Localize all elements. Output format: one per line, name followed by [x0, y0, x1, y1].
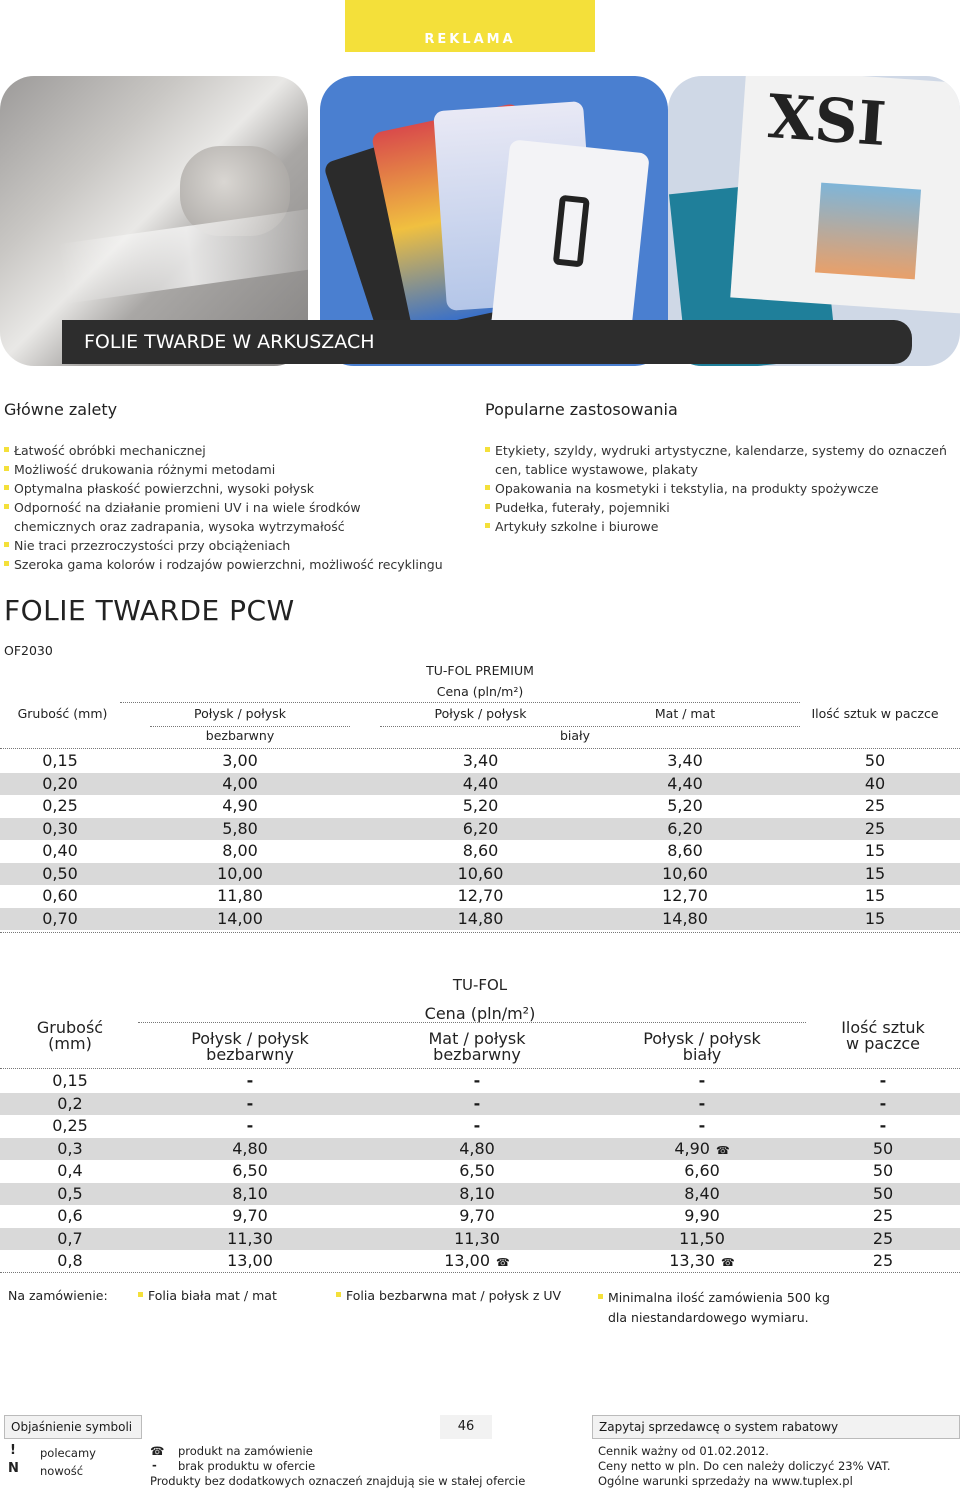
table-row — [0, 1160, 960, 1182]
table-cell: - — [698, 1116, 706, 1135]
table-cell: 50 — [864, 751, 886, 770]
table-cell: 0,30 — [42, 818, 78, 838]
legend-not-in-offer: brak produktu w ofercie — [178, 1459, 316, 1473]
table-cell: 10,00 — [217, 863, 263, 883]
table-cell: 0,20 — [42, 773, 78, 793]
table-cell: 15 — [864, 886, 886, 905]
table-cell: 5,20 — [667, 796, 703, 815]
table1-brand: TU-FOL PREMIUM — [426, 663, 534, 678]
table-cell: 8,60 — [462, 841, 499, 860]
table-cell: 6,60 — [684, 1161, 720, 1180]
table-cell: - — [879, 1093, 887, 1113]
list-item: Artykuły szkolne i biurowe — [485, 517, 955, 536]
table-row — [0, 863, 960, 885]
table2-price-label: Cena (pln/m²) — [424, 1004, 536, 1023]
table-cell: 0,8 — [57, 1251, 83, 1270]
table-cell: 10,60 — [457, 863, 504, 883]
table2-col-a: Połysk / połysk bezbarwny — [191, 1029, 309, 1064]
applications-list — [485, 441, 955, 536]
table-cell: 12,70 — [662, 886, 708, 905]
table-cell: 11,80 — [217, 886, 263, 905]
table-row — [0, 1138, 960, 1160]
table-cell: - — [879, 1071, 887, 1090]
table-row — [0, 885, 960, 907]
table-cell: 50 — [872, 1183, 894, 1203]
table-row — [0, 1093, 960, 1115]
list-item: Szeroka gama kolorów i rodzajów powierzchni, możliwość recyklingu — [4, 555, 464, 574]
table-cell: 40 — [864, 773, 886, 793]
table-cell: 4,80 — [232, 1138, 268, 1158]
table-cell: 11,30 — [454, 1228, 500, 1248]
table-cell: 0,7 — [57, 1228, 83, 1248]
table-cell: 0,5 — [57, 1183, 83, 1203]
table-cell: 4,90 ☎ — [674, 1138, 730, 1158]
table1-col-thickness: Grubość (mm) — [17, 706, 108, 721]
table-cell: 3,40 — [667, 751, 703, 770]
table-row — [0, 773, 960, 795]
table-cell: - — [473, 1116, 481, 1135]
table2-col-thickness: Grubość (mm) — [36, 1018, 104, 1053]
table-row — [0, 818, 960, 840]
table-cell: 8,10 — [459, 1183, 495, 1203]
table-cell: 0,70 — [42, 908, 78, 928]
price-valid: Cennik ważny od 01.02.2012. — [598, 1444, 769, 1458]
list-item: Opakowania na kosmetyki i tekstylia, na produkty spożywcze — [485, 479, 955, 498]
table-cell: 11,30 — [227, 1228, 273, 1248]
product-code: OF2030 — [4, 643, 53, 658]
table1-col-c: Mat / mat — [654, 706, 716, 721]
table-cell: 0,40 — [42, 841, 78, 860]
table-cell: 4,40 — [667, 773, 703, 793]
table-cell: - — [246, 1116, 254, 1135]
table-cell: 0,50 — [42, 863, 78, 883]
table2-col-b: Mat / połysk bezbarwny — [428, 1029, 526, 1064]
table1-col-qty: Ilość sztuk w paczce — [811, 706, 939, 721]
table-cell: 4,80 — [459, 1138, 495, 1158]
table-row — [0, 1228, 960, 1250]
table-cell: 10,60 — [662, 863, 708, 883]
table-row — [0, 795, 960, 817]
table-cell: 0,3 — [57, 1138, 83, 1158]
table-row — [0, 1205, 960, 1227]
table-cell: - — [879, 1116, 887, 1135]
table-cell: 15 — [864, 863, 886, 883]
list-item: Nie traci przezroczystości przy obciążeniach — [4, 536, 464, 555]
table-cell: - — [473, 1093, 481, 1113]
table-cell: 3,00 — [222, 751, 258, 770]
table1-col-a-sub: bezbarwny — [205, 728, 275, 743]
photo-word: XSI — [765, 81, 889, 161]
order-min: Minimalna ilość zamówienia 500 kg dla niestandardowego wymiaru. — [598, 1288, 830, 1328]
table-cell: 6,20 — [462, 818, 499, 838]
sales-terms: Ogólne warunki sprzedaży na www.tuplex.pl — [598, 1474, 853, 1488]
table-cell: 0,4 — [57, 1161, 83, 1180]
table-cell: 25 — [864, 818, 886, 838]
table-row — [0, 1183, 960, 1205]
table1-col-b: Połysk / połysk — [434, 706, 527, 721]
table-cell: 0,60 — [42, 886, 78, 905]
table-cell: 5,80 — [222, 818, 258, 838]
table-row — [0, 750, 960, 772]
table2-brand: TU-FOL — [452, 976, 508, 994]
table1-col-bc-sub: biały — [559, 728, 591, 743]
phone-icon: ☎ — [715, 1143, 730, 1157]
page-footer — [0, 1415, 960, 1488]
title-bar — [62, 320, 912, 364]
table-row — [0, 1250, 960, 1272]
table-cell: 25 — [864, 796, 886, 815]
table-cell: 8,10 — [232, 1183, 268, 1203]
table-cell: 0,25 — [42, 796, 78, 815]
table-cell: 0,15 — [52, 1071, 88, 1090]
exclamation-icon: ! — [10, 1443, 16, 1458]
applications-heading: Popularne zastosowania — [485, 400, 678, 419]
advantages-list — [4, 441, 464, 574]
table-cell: 4,00 — [222, 773, 258, 793]
table-cell: 3,40 — [462, 751, 499, 770]
list-item: Łatwość obróbki mechanicznej — [4, 441, 464, 460]
table-cell: 9,90 — [684, 1206, 720, 1225]
price-vat: Ceny netto w pln. Do cen należy doliczyć 23% VAT. — [598, 1459, 891, 1473]
list-item: Możliwość drukowania różnymi metodami — [4, 460, 464, 479]
list-item: Etykiety, szyldy, wydruki artystyczne, kalendarze, systemy do oznaczeń cen, tablice wystawowe, plakaty — [485, 441, 955, 479]
table-cell: - — [698, 1093, 706, 1113]
legend-new: nowość — [40, 1464, 84, 1478]
table-cell: 0,15 — [42, 751, 78, 770]
table-cell: 8,60 — [667, 841, 703, 860]
legend-recommended: polecamy — [40, 1446, 96, 1460]
table-row — [0, 840, 960, 862]
order-item-2: Folia bezbarwna mat / połysk z UV — [336, 1288, 561, 1303]
table-cell: 9,70 — [459, 1206, 495, 1225]
reklama-banner: REKLAMA — [345, 0, 595, 52]
phone-icon: ☎ — [150, 1444, 165, 1458]
table-cell: 8,00 — [222, 841, 258, 860]
table-cell: 11,50 — [679, 1228, 725, 1248]
table-cell: 14,00 — [217, 908, 263, 928]
legend-standard: Produkty bez dodatkowych oznaczeń znajdują sie w stałej ofercie — [150, 1474, 526, 1488]
table-cell: 4,90 — [222, 796, 258, 815]
table-cell: 8,40 — [684, 1183, 720, 1203]
table-cell: - — [698, 1071, 706, 1090]
table1-price-label: Cena (pln/m²) — [436, 684, 524, 699]
table-cell: 9,70 — [232, 1206, 268, 1225]
table-cell: 12,70 — [457, 886, 504, 905]
table1-col-a: Połysk / połysk — [194, 706, 286, 721]
phone-icon: ☎ — [496, 1256, 510, 1269]
table-cell: 6,20 — [667, 818, 703, 838]
page-title: FOLIE TWARDE W ARKUSZACH — [84, 331, 375, 353]
table-cell: - — [246, 1093, 254, 1113]
table-cell: 13,00 ☎ — [444, 1251, 510, 1270]
table-cell: 50 — [872, 1161, 894, 1180]
legend-on-order: produkt na zamówienie — [178, 1444, 313, 1458]
table-cell: 14,80 — [457, 908, 504, 928]
table-cell: - — [246, 1071, 254, 1090]
table-cell: 4,40 — [462, 773, 499, 793]
table-cell: 5,20 — [462, 796, 499, 815]
table-cell: 0,25 — [52, 1116, 88, 1135]
table-cell: 0,2 — [57, 1093, 83, 1113]
table-row — [0, 1115, 960, 1137]
order-item-1: Folia biała mat / mat — [138, 1288, 277, 1303]
table-cell: 15 — [864, 841, 886, 860]
discount-note: Zapytaj sprzedawcę o system rabatowy — [592, 1415, 960, 1439]
table2-col-c: Połysk / połysk biały — [643, 1029, 761, 1064]
table-cell: 25 — [872, 1228, 894, 1248]
table2-col-qty: Ilość sztuk w paczce — [841, 1018, 925, 1053]
new-icon: N — [8, 1461, 19, 1476]
table-cell: 13,30 ☎ — [669, 1251, 735, 1270]
table-cell: 15 — [864, 908, 886, 928]
advantages-heading: Główne zalety — [4, 400, 118, 419]
phone-icon: ☎ — [721, 1256, 735, 1269]
order-label: Na zamówienie: — [8, 1288, 108, 1303]
table-row — [0, 1070, 960, 1092]
table-cell: 25 — [872, 1206, 894, 1225]
section-title: FOLIE TWARDE PCW — [4, 594, 295, 627]
table-cell: 14,80 — [662, 908, 708, 928]
table-cell: 6,50 — [232, 1161, 268, 1180]
table-cell: 25 — [872, 1251, 894, 1270]
table-row — [0, 908, 960, 930]
list-item: Pudełka, futerały, pojemniki — [485, 498, 955, 517]
table-cell: 50 — [872, 1138, 894, 1158]
table-cell: 13,00 — [227, 1251, 273, 1270]
table-cell: 6,50 — [459, 1161, 495, 1180]
dash-icon: - — [152, 1458, 157, 1472]
page-number: 46 — [440, 1415, 492, 1439]
legend-title: Objaśnienie symboli — [4, 1415, 142, 1439]
table-cell: - — [473, 1071, 481, 1090]
table-cell: 0,6 — [57, 1206, 83, 1225]
list-item: Optymalna płaskość powierzchni, wysoki połysk — [4, 479, 464, 498]
list-item: Odporność na działanie promieni UV i na wiele środków chemicznych oraz zadrapania, wysoka wytrzymałość — [4, 498, 464, 536]
